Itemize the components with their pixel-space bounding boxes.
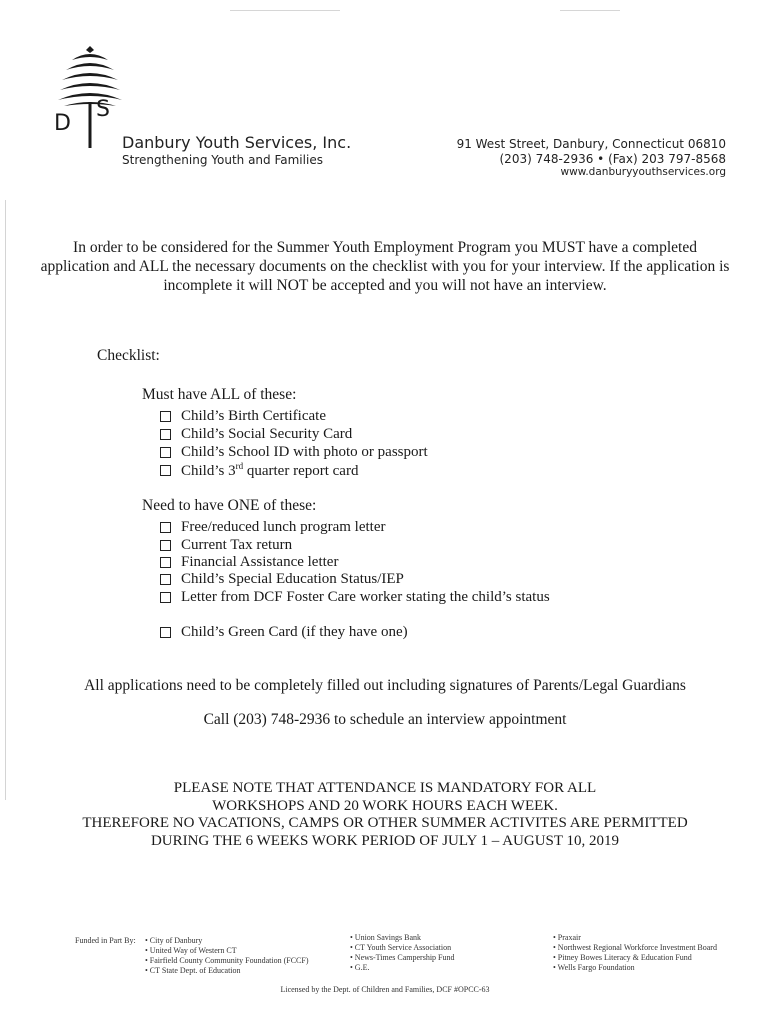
scan-mark — [560, 10, 620, 11]
checkbox[interactable] — [160, 592, 171, 603]
checklist-item — [160, 408, 326, 425]
funder: • Wells Fargo Foundation — [553, 963, 635, 972]
funder: • CT State Dept. of Education — [145, 966, 241, 975]
checklist-item — [160, 589, 550, 606]
funders-column — [145, 936, 308, 976]
need-one-heading: Need to have ONE of these: — [142, 497, 317, 514]
call-note: Call (203) 748-2936 to schedule an interview appointment — [203, 711, 567, 728]
checklist-heading: Checklist: — [97, 347, 160, 364]
checkbox[interactable] — [160, 429, 171, 440]
funder: • Fairfield County Community Foundation (FCCF) — [145, 956, 309, 965]
funders-column — [553, 933, 717, 973]
funder: • United Way of Western CT — [145, 946, 237, 955]
checklist-item — [160, 426, 352, 443]
dys-logo — [50, 44, 130, 154]
org-phones: (203) 748-2936 • (Fax) 203 797-8568 — [499, 152, 726, 166]
funded-by-label: Funded in Part By: — [75, 936, 136, 945]
org-website[interactable]: www.danburyyouthservices.org — [560, 166, 726, 178]
notice-line: WORKSHOPS AND 20 WORK HOURS EACH WEEK. — [212, 797, 558, 814]
attendance-notice — [30, 780, 740, 850]
notice-line: THEREFORE NO VACATIONS, CAMPS OR OTHER SUMMER ACTIVITES ARE PERMITTED — [82, 815, 688, 831]
notice-line: PLEASE NOTE THAT ATTENDANCE IS MANDATORY FOR ALL — [173, 780, 597, 796]
checkbox[interactable] — [160, 411, 171, 422]
checklist-item-label: Child’s Birth Certificate — [181, 408, 326, 424]
checklist-item-label: Child’s 3rd quarter report card — [181, 461, 359, 479]
checklist-item-label: Child’s Green Card (if they have one) — [181, 624, 408, 640]
checkbox[interactable] — [160, 574, 171, 585]
checklist-item-label: Letter from DCF Foster Care worker stating the child’s status — [181, 589, 550, 605]
checkbox[interactable] — [160, 540, 171, 551]
funder: • Praxair — [553, 933, 581, 942]
checklist-item — [160, 537, 292, 554]
org-tagline: Strengthening Youth and Families — [122, 153, 323, 167]
funder: • Northwest Regional Workforce Investment Board — [553, 943, 717, 952]
checklist-item — [160, 444, 428, 461]
org-address: 91 West Street, Danbury, Connecticut 06810 — [456, 137, 726, 151]
funder: • CT Youth Service Association — [350, 943, 452, 952]
scan-edge — [5, 200, 6, 800]
scan-mark — [230, 10, 340, 11]
checkbox[interactable] — [160, 522, 171, 533]
checklist-item-label: Child’s Special Education Status/IEP — [181, 571, 404, 587]
checklist-item — [160, 624, 408, 641]
checkbox[interactable] — [160, 627, 171, 638]
intro-paragraph: In order to be considered for the Summer Youth Employment Program you MUST have a completed application and ALL the necessary documents on the checklist with you for your interview. If the application is incomplete it will NOT be accepted and you will not have an interview. — [40, 239, 730, 294]
checklist-item-label: Current Tax return — [181, 537, 293, 553]
funder: • Pitney Bowes Literacy & Education Fund — [553, 953, 692, 962]
funder: • City of Danbury — [145, 936, 203, 945]
checkbox[interactable] — [160, 447, 171, 458]
checkbox[interactable] — [160, 557, 171, 568]
checklist-item-label: Free/reduced lunch program letter — [181, 519, 386, 535]
funder: • News-Times Campership Fund — [350, 953, 455, 962]
org-name: Danbury Youth Services, Inc. — [122, 133, 352, 152]
checklist-item-label: Child’s School ID with photo or passport — [181, 444, 428, 460]
funders-column — [350, 933, 455, 973]
notice-line: DURING THE 6 WEEKS WORK PERIOD OF JULY 1 – AUGUST 10, 2019 — [150, 832, 620, 849]
checklist-item-label: Child’s Social Security Card — [181, 426, 353, 442]
checklist-item-label: Financial Assistance letter — [181, 554, 339, 570]
checklist-item — [160, 461, 358, 480]
checkbox[interactable] — [160, 465, 171, 476]
svg-text:S: S — [96, 97, 110, 122]
funder: • G.E. — [350, 963, 370, 972]
signatures-note: All applications need to be completely filled out including signatures of Parents/Legal Guardians — [84, 677, 686, 694]
checklist-item — [160, 554, 338, 571]
funder: • Union Savings Bank — [350, 933, 422, 942]
checklist-item — [160, 519, 386, 536]
checklist-item — [160, 571, 404, 588]
must-have-heading: Must have ALL of these: — [142, 386, 297, 403]
license-note: Licensed by the Dept. of Children and Families, DCF #OPCC-63 — [280, 985, 490, 994]
svg-text:D: D — [54, 111, 71, 136]
